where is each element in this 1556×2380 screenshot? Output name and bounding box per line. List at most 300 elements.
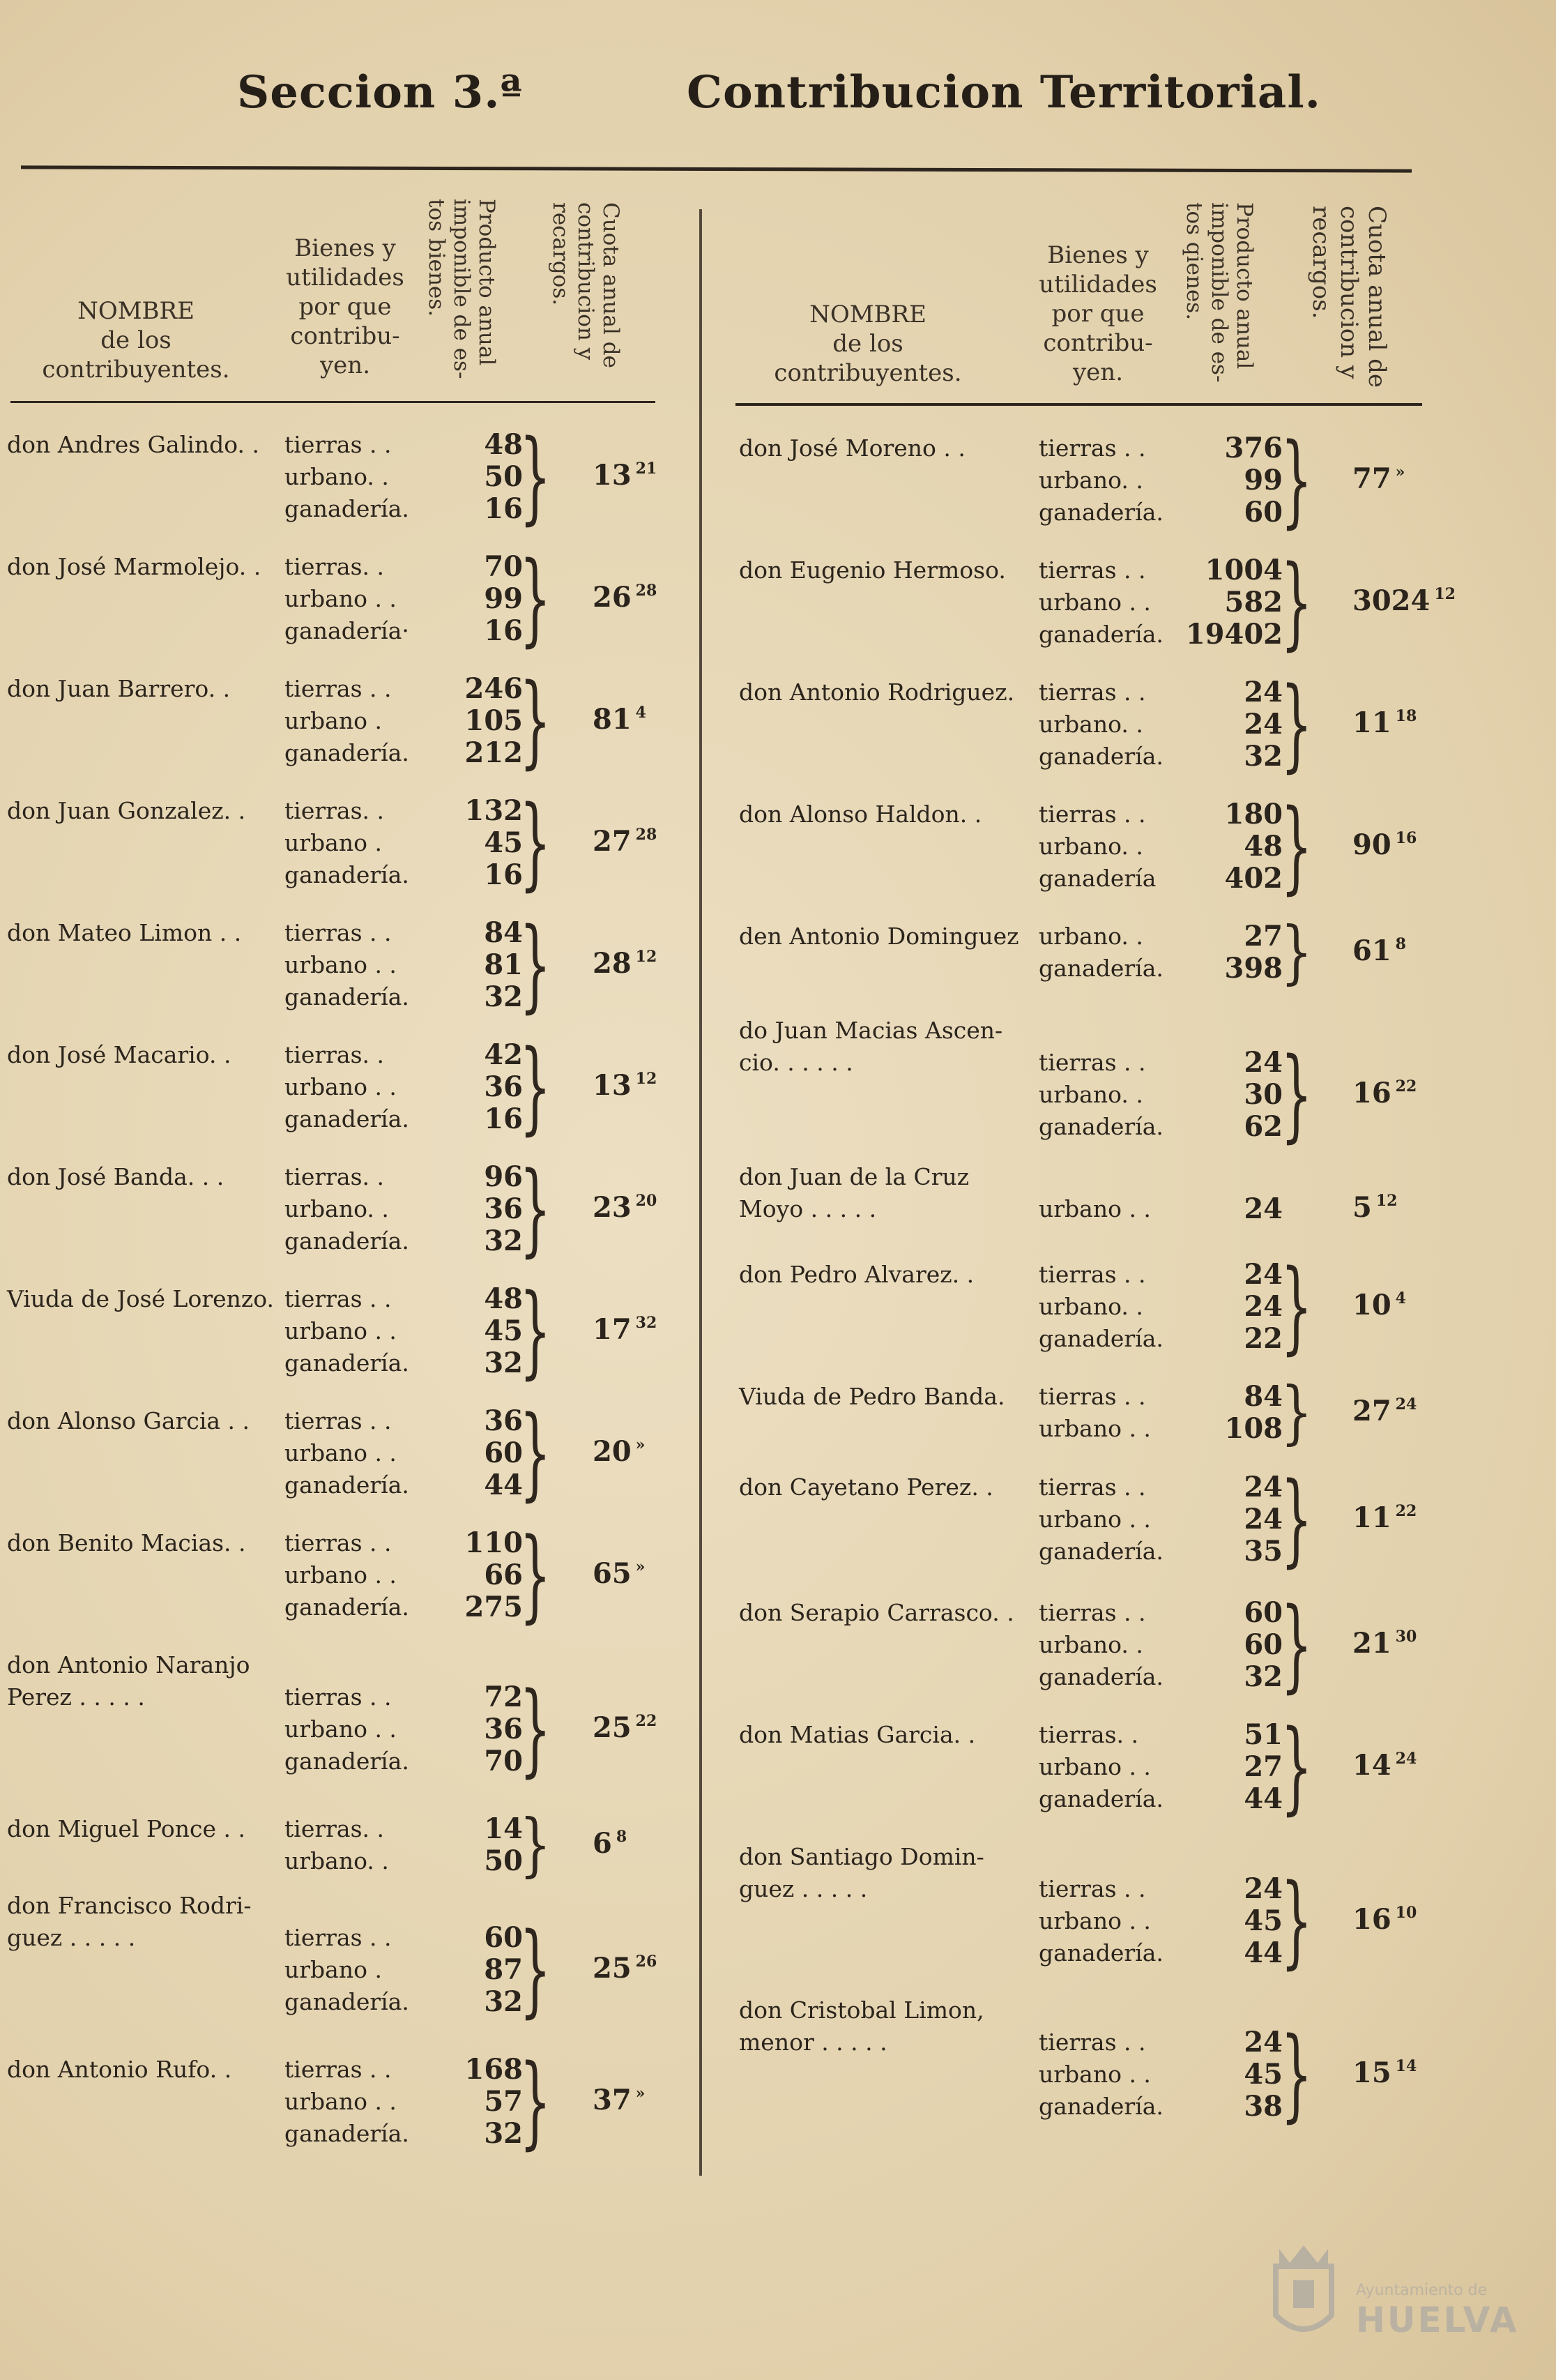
goods-item: tierras. . (284, 797, 384, 824)
product-value: 51 (1244, 1718, 1283, 1751)
goods-item: ganadería. (284, 739, 409, 766)
goods-item: urbano . . (284, 1715, 397, 1743)
quota-amount: 3024 (1352, 584, 1431, 617)
product-value: 24 (1244, 1192, 1283, 1225)
taxpayer-name: do Juan Macias Ascen- cio. . . . . . (739, 1017, 1003, 1076)
goods-item: ganadería. (284, 983, 409, 1010)
annual-quota (1352, 1627, 1417, 1660)
brace-icon: } (1281, 1372, 1313, 1453)
goods-item: tierras . . (284, 1407, 392, 1434)
product-value: 99 (1244, 464, 1283, 497)
product-value: 44 (484, 1469, 523, 1501)
annual-quota (593, 1069, 657, 1102)
goods-item: ganadería. (1039, 1785, 1164, 1812)
product-values (363, 1283, 523, 1379)
goods-item: urbano . . (1039, 1415, 1151, 1442)
quota-amount: 6 (593, 1827, 612, 1860)
taxpayer-name: don Cristobal Limon, menor . . . . . (739, 1996, 984, 2056)
brace-icon: } (519, 417, 551, 536)
quota-cents: 28 (635, 582, 657, 600)
goods-item: tierras . . (1039, 801, 1146, 828)
taxpayer-name: don Francisco Rodri- guez . . . . . (7, 1892, 252, 1951)
quota-cents: » (1395, 463, 1405, 481)
product-value: 70 (484, 1745, 523, 1778)
name-header-right: NOMBRE de los contribuyentes. (774, 301, 962, 387)
quota-amount: 10 (1352, 1289, 1391, 1321)
product-values (1122, 554, 1283, 651)
quota-amount: 81 (593, 703, 632, 736)
goods-item: urbano . (284, 1956, 382, 1983)
quota-amount: 5 (1352, 1191, 1372, 1224)
goods-item: urbano. . (284, 1195, 389, 1222)
taxpayer-name: don Santiago Domin- guez . . . . . (739, 1843, 984, 1902)
product-value: 60 (1244, 1596, 1283, 1629)
product-value: 38 (1244, 2090, 1283, 2123)
brace-icon: } (1281, 1460, 1313, 1578)
product-values (363, 551, 523, 647)
product-value: 44 (1244, 1936, 1283, 1969)
brace-icon: } (519, 1515, 551, 1634)
product-value: 70 (484, 550, 523, 583)
quota-amount: 11 (1352, 1501, 1391, 1534)
product-values (1122, 798, 1283, 895)
quota-amount: 20 (593, 1435, 632, 1468)
goods-item: ganadería. (284, 495, 409, 522)
quota-cents: 12 (635, 948, 657, 966)
quota-amount: 13 (593, 1069, 632, 1102)
goods-item: tierras . . (1039, 1875, 1146, 1902)
brace-icon: } (1281, 2015, 1313, 2133)
goods-item: tierras. . (284, 1041, 384, 1068)
product-value: 50 (484, 1844, 523, 1877)
quota-amount: 61 (1352, 934, 1391, 967)
goods-item: urbano . . (1039, 1506, 1151, 1533)
product-value: 402 (1224, 862, 1283, 895)
product-value: 1004 (1205, 554, 1283, 586)
product-value: 36 (484, 1713, 523, 1745)
watermark-line1: Ayuntamiento de (1356, 2282, 1488, 2299)
quota-amount: 26 (593, 581, 632, 614)
taxpayer-name: don Antonio Rodriguez. (739, 679, 1015, 706)
quota-cents: 24 (1395, 1750, 1417, 1768)
quota-cents: » (635, 1436, 646, 1454)
goods-item: tierras. . (1039, 1721, 1138, 1748)
product-value: 110 (464, 1526, 523, 1559)
goods-item: urbano. . (1039, 833, 1143, 860)
goods-item: urbano . . (284, 1439, 397, 1466)
quota-header: Cuota anual de contribucion y recargos. (548, 202, 623, 368)
product-value: 105 (464, 704, 523, 737)
quota-cents: 26 (635, 1953, 657, 1971)
quota-cents: 12 (635, 1070, 657, 1088)
product-value: 87 (484, 1953, 523, 1986)
goods-item: tierras . . (284, 2056, 392, 2083)
goods-item: ganadería. (284, 1748, 409, 1775)
goods-item: urbano . (284, 707, 382, 734)
product-values (1122, 1259, 1283, 1355)
section-label: Seccion 3.ª (237, 66, 523, 119)
goods-item: ganadería. (284, 2120, 409, 2147)
product-value: 60 (484, 1921, 523, 1954)
product-values (363, 2054, 523, 2150)
product-value: 24 (1244, 1503, 1283, 1536)
product-value: 32 (484, 980, 523, 1013)
goods-item: tierras . . (1039, 1049, 1146, 1076)
product-value: 36 (484, 1070, 523, 1103)
annual-quota (1352, 462, 1405, 495)
name-header: NOMBRE de los contribuyentes. (42, 297, 230, 384)
annual-quota (593, 1711, 657, 1744)
product-value: 60 (484, 1437, 523, 1469)
annual-quota (1352, 1289, 1406, 1321)
quota-amount: 17 (593, 1313, 632, 1346)
goods-item: tierras. . (284, 553, 384, 580)
brace-icon: } (519, 1804, 551, 1885)
goods-item: urbano . . (1039, 2061, 1151, 2088)
product-values (363, 429, 523, 525)
quota-header-right: Cuota anual de contribucion y recargos. (1307, 206, 1391, 388)
annual-quota (1352, 1395, 1417, 1427)
product-value: 32 (1244, 1660, 1283, 1693)
quota-amount: 23 (593, 1191, 632, 1224)
goods-item: ganadería. (1039, 2093, 1164, 2120)
product-values (1122, 1047, 1283, 1143)
goods-item: ganadería. (1039, 1939, 1164, 1966)
product-value: 132 (464, 794, 523, 827)
goods-item: ganadería. (284, 1105, 409, 1132)
product-value: 72 (484, 1681, 523, 1713)
product-value: 84 (1244, 1380, 1283, 1413)
top-rule (21, 165, 1412, 172)
brace-icon: } (1281, 1035, 1313, 1153)
annual-quota (1352, 584, 1456, 617)
goods-item: urbano . . (1039, 1195, 1151, 1222)
brace-icon: } (519, 1271, 551, 1390)
quota-amount: 90 (1352, 828, 1391, 861)
annual-quota (1352, 1903, 1417, 1936)
quota-amount: 16 (1352, 1903, 1391, 1936)
product-value: 32 (484, 1347, 523, 1379)
product-value: 62 (1244, 1110, 1283, 1143)
annual-quota (1352, 934, 1406, 967)
product-value: 32 (484, 2117, 523, 2150)
goods-item: tierras. . (284, 1163, 384, 1190)
product-value: 60 (1244, 496, 1283, 529)
goods-item: urbano . . (1039, 1907, 1151, 1934)
product-value: 60 (1244, 1628, 1283, 1661)
quota-cents: » (635, 2084, 646, 2102)
annual-quota (593, 1435, 645, 1468)
quota-amount: 25 (593, 1952, 632, 1985)
product-value: 108 (1224, 1412, 1283, 1445)
product-values (363, 795, 523, 891)
quota-amount: 11 (1352, 706, 1391, 739)
product-values (363, 917, 523, 1013)
product-value: 36 (484, 1404, 523, 1437)
product-value: 84 (484, 916, 523, 949)
goods-item: ganadería. (284, 1349, 409, 1377)
goods-item: urbano . . (284, 951, 397, 978)
goods-item: tierras . . (1039, 679, 1146, 706)
product-value: 180 (1224, 798, 1283, 831)
quota-amount: 27 (1352, 1395, 1391, 1427)
brace-icon: } (1281, 1585, 1313, 1704)
product-value: 22 (1244, 1322, 1283, 1355)
goods-item: urbano . . (1039, 589, 1151, 616)
goods-item: tierras . . (1039, 434, 1146, 462)
product-value: 45 (484, 826, 523, 859)
quota-cents: 18 (1395, 707, 1417, 725)
brace-icon: } (519, 1027, 551, 1146)
product-value: 24 (1244, 1290, 1283, 1323)
annual-quota (593, 1952, 657, 1985)
goods-item: ganadería. (1039, 955, 1164, 982)
product-value: 168 (464, 2053, 523, 2086)
goods-item: tierras. . (284, 1815, 384, 1842)
brace-icon: } (1281, 1247, 1313, 1365)
goods-item: urbano. . (1039, 467, 1143, 494)
quota-amount: 65 (593, 1557, 632, 1590)
product-value: 50 (484, 460, 523, 493)
product-value: 24 (1244, 1872, 1283, 1905)
taxpayer-name: den Antonio Dominguez (739, 923, 1019, 950)
annual-quota (593, 1191, 657, 1224)
quota-amount: 37 (593, 2084, 632, 2116)
annual-quota (593, 703, 646, 736)
product-value: 44 (1244, 1782, 1283, 1815)
product-values (1122, 676, 1283, 773)
product-value: 45 (1244, 1904, 1283, 1937)
product-header-right: Producto anual imponible de es- tos qienes. (1182, 202, 1257, 383)
taxpayer-name: don Antonio Rufo. . (7, 2056, 232, 2083)
product-header: Producto anual imponible de es- tos bienes. (424, 199, 499, 379)
goods-item: tierras . . (284, 1924, 392, 1951)
annual-quota (593, 1557, 645, 1590)
product-value: 275 (464, 1591, 523, 1623)
product-value: 212 (464, 736, 523, 769)
annual-quota (1352, 828, 1417, 861)
taxpayer-name: don Alonso Garcia . . (7, 1407, 250, 1434)
goods-item: urbano . . (284, 585, 397, 612)
taxpayer-name: don José Marmolejo. . (7, 553, 261, 580)
goods-item: ganadería· (284, 617, 409, 644)
header-rule-right (735, 403, 1422, 406)
brace-icon: } (519, 783, 551, 902)
goods-item: urbano. . (284, 463, 389, 490)
goods-item: ganadería. (1039, 743, 1164, 770)
product-value: 81 (484, 948, 523, 981)
quota-amount: 15 (1352, 2056, 1391, 2089)
goods-item: tierras . . (1039, 1473, 1146, 1501)
taxpayer-name: don Juan Barrero. . (7, 675, 231, 702)
product-value: 32 (484, 1985, 523, 2018)
goods-item: urbano. . (1039, 1631, 1143, 1658)
product-values (1122, 432, 1283, 529)
taxpayer-name: don Cayetano Perez. . (739, 1473, 993, 1501)
quota-cents: 32 (635, 1314, 657, 1332)
quota-cents: 8 (616, 1828, 627, 1846)
taxpayer-name: don Serapio Carrasco. . (739, 1599, 1014, 1626)
brace-icon: } (1281, 911, 1313, 992)
quota-cents: 16 (1395, 829, 1417, 847)
quota-cents: 12 (1434, 585, 1456, 603)
product-values (1122, 2026, 1283, 2123)
product-value: 24 (1244, 676, 1283, 708)
quota-amount: 14 (1352, 1749, 1391, 1782)
brace-icon: } (1281, 543, 1313, 661)
quota-cents: 21 (635, 460, 657, 478)
product-values (363, 1813, 523, 1877)
product-value: 16 (484, 858, 523, 891)
taxpayer-name: don Benito Macias. . (7, 1529, 246, 1556)
taxpayer-name: don José Moreno . . (739, 434, 966, 462)
quota-amount: 28 (593, 947, 632, 980)
goods-item: urbano . . (284, 1073, 397, 1100)
quota-cents: 4 (635, 704, 646, 722)
quota-cents: 14 (1395, 2057, 1417, 2075)
product-values (1122, 920, 1283, 985)
product-value: 19402 (1185, 618, 1283, 651)
goods-item: urbano . . (1039, 1753, 1151, 1780)
brace-icon: } (1281, 665, 1313, 783)
taxpayer-name: don Pedro Alvarez. . (739, 1261, 975, 1288)
goods-item: tierras . . (1039, 556, 1146, 584)
goods-item: ganadería. (284, 1988, 409, 2015)
quota-amount: 27 (593, 825, 632, 858)
product-value: 48 (484, 1282, 523, 1315)
product-values (363, 1161, 523, 1257)
product-value: 27 (1244, 920, 1283, 953)
goods-item: ganadería. (1039, 1325, 1164, 1352)
product-value: 376 (1224, 432, 1283, 464)
goods-item: tierras . . (1039, 1383, 1146, 1410)
quota-cents: 4 (1395, 1289, 1406, 1308)
annual-quota (1352, 1077, 1417, 1109)
taxpayer-name: don Juan Gonzalez. . (7, 797, 246, 824)
product-values (363, 673, 523, 769)
product-value: 45 (484, 1314, 523, 1347)
product-value: 30 (1244, 1078, 1283, 1111)
quota-cents: 30 (1395, 1628, 1417, 1646)
product-value: 66 (484, 1559, 523, 1591)
goods-item: tierras . . (1039, 1599, 1146, 1626)
product-values (363, 1405, 523, 1501)
product-value: 24 (1244, 1258, 1283, 1291)
goods-item: ganadería. (1039, 1538, 1164, 1565)
annual-quota (1352, 1191, 1397, 1224)
goods-item: urbano . . (284, 2088, 397, 2115)
quota-amount: 16 (1352, 1077, 1391, 1109)
quota-amount: 13 (593, 459, 632, 492)
product-value: 27 (1244, 1750, 1283, 1783)
product-value: 32 (484, 1225, 523, 1257)
taxpayer-name: don Juan de la Cruz Moyo . . . . . (739, 1163, 970, 1222)
goods-item: ganadería. (284, 1471, 409, 1499)
goods-item: tierras . . (1039, 1261, 1146, 1288)
product-value: 246 (464, 672, 523, 705)
goods-item: tierras . . (1039, 2029, 1146, 2056)
annual-quota (1352, 1501, 1417, 1534)
goods-item: ganadería. (284, 861, 409, 888)
brace-icon: } (519, 1393, 551, 1512)
annual-quota (593, 825, 657, 858)
product-values (1122, 1381, 1283, 1445)
brace-icon: } (519, 1669, 551, 1788)
goods-item: ganadería. (284, 1593, 409, 1621)
goods-item: urbano . . (284, 1317, 397, 1344)
product-value: 14 (484, 1812, 523, 1845)
goods-item: ganadería (1039, 865, 1157, 892)
annual-quota (593, 947, 657, 980)
product-values (363, 1922, 523, 2018)
goods-item: ganadería. (1039, 499, 1164, 526)
quota-cents: 28 (635, 826, 657, 844)
annual-quota (593, 1827, 627, 1860)
taxpayer-name: don José Macario. . (7, 1041, 231, 1068)
product-value: 24 (1244, 1046, 1283, 1079)
brace-icon: } (1281, 1861, 1313, 1980)
product-value: 24 (1244, 708, 1283, 741)
product-value: 398 (1224, 952, 1283, 985)
goods-item: urbano. . (1039, 711, 1143, 738)
watermark (1262, 2238, 1527, 2350)
taxpayer-name: don Miguel Ponce . . (7, 1815, 245, 1842)
goods-item: ganadería. (284, 1227, 409, 1255)
annual-quota (1352, 1749, 1417, 1782)
quota-cents: 8 (1395, 935, 1406, 953)
quota-cents: 12 (1375, 1192, 1398, 1210)
brace-icon: } (519, 2042, 551, 2160)
header-rule (10, 401, 655, 403)
quota-cents: 22 (1395, 1077, 1417, 1096)
product-value: 16 (484, 614, 523, 647)
product-value: 48 (484, 428, 523, 461)
product-value: 57 (484, 2085, 523, 2118)
annual-quota (593, 1313, 657, 1346)
product-values (1122, 1719, 1283, 1815)
goods-item: urbano. . (1039, 1293, 1143, 1320)
goods-header-right: Bienes y utilidades por que contribu- yen. (1039, 241, 1157, 386)
product-value: 42 (484, 1038, 523, 1071)
product-value: 16 (484, 492, 523, 525)
quota-cents: 20 (635, 1192, 657, 1210)
product-values (1122, 1471, 1283, 1568)
goods-item: tierras . . (284, 919, 392, 946)
taxpayer-name: don Eugenio Hermoso. (739, 556, 1006, 584)
product-values (1122, 1873, 1283, 1969)
product-value: 35 (1244, 1535, 1283, 1568)
taxpayer-name: don Antonio Naranjo Perez . . . . . (7, 1651, 250, 1711)
watermark-line2: HUELVA (1356, 2300, 1519, 2340)
goods-item: tierras . . (284, 1285, 392, 1312)
taxpayer-name: don José Banda. . . (7, 1163, 224, 1190)
taxpayer-name: don Mateo Limon . . (7, 919, 242, 946)
brace-icon: } (1281, 420, 1313, 539)
annual-quota (1352, 2056, 1417, 2089)
product-value: 36 (484, 1192, 523, 1225)
brace-icon: } (519, 539, 551, 658)
taxpayer-name: don Andres Galindo. . (7, 431, 259, 458)
product-value: 24 (1244, 2026, 1283, 2059)
product-value: 16 (484, 1102, 523, 1135)
product-values (363, 1681, 523, 1778)
annual-quota (593, 581, 657, 614)
product-value: 45 (1244, 2058, 1283, 2091)
goods-item: tierras . . (284, 1683, 392, 1711)
goods-item: urbano . (284, 829, 382, 856)
goods-item: urbano. . (284, 1847, 389, 1874)
product-value: 582 (1224, 586, 1283, 619)
